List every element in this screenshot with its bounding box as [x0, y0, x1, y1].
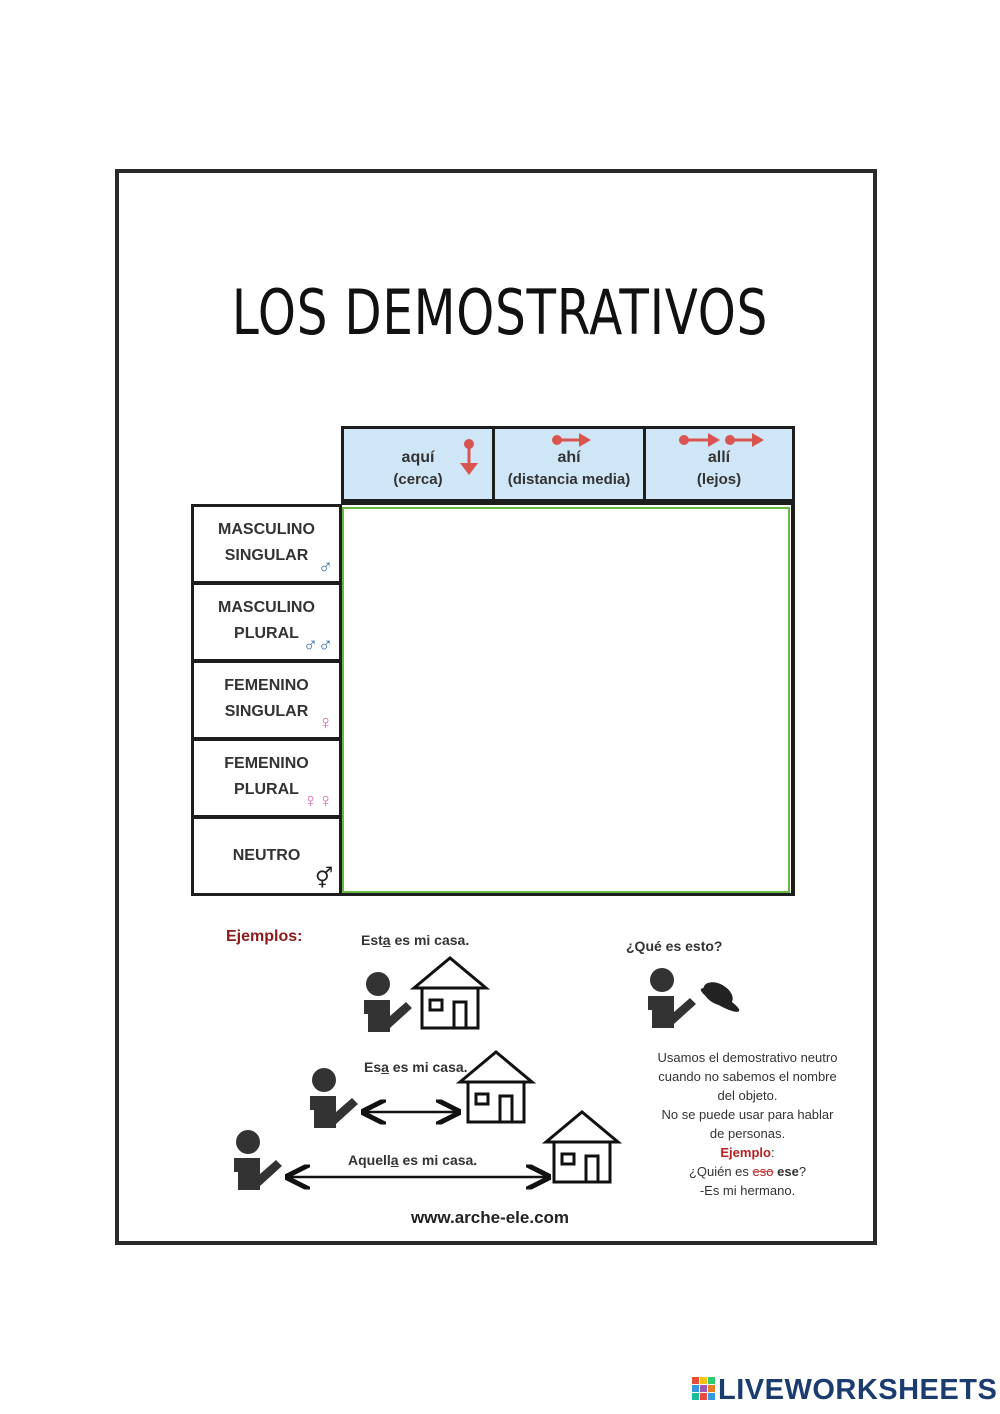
note-line: cuando no sabemos el nombre — [658, 1069, 837, 1084]
person-icon — [310, 1068, 358, 1128]
example-aquella: Aquella es mi casa. — [348, 1152, 478, 1168]
note-line: No se puede usar para hablar — [661, 1107, 834, 1122]
note-line: del objeto. — [717, 1088, 778, 1103]
note-line: de personas. — [709, 1126, 786, 1141]
person-icon — [234, 1130, 282, 1190]
note-example-answer: -Es mi hermano. — [699, 1183, 796, 1198]
column-sub: (cerca) — [393, 471, 443, 488]
row-label-line2: PLURAL — [234, 781, 299, 798]
examples-heading: Ejemplos: — [226, 928, 303, 945]
row-label-line1: NEUTRO — [232, 847, 301, 864]
house-icon — [460, 1052, 532, 1122]
row-label-line1: MASCULINO — [218, 599, 315, 616]
female-plural-icon: ♀♀ — [303, 790, 333, 812]
page-title: LOS DEMOSTRATIVOS — [231, 276, 769, 349]
house-icon — [546, 1112, 618, 1182]
neutral-usage-note — [630, 1048, 865, 1200]
website-url: www.arche-ele.com — [410, 1208, 570, 1227]
note-example-label: Ejemplo: — [720, 1145, 775, 1160]
example-esta: Esta es mi casa. — [361, 932, 470, 948]
note-line: Usamos el demostrativo neutro — [657, 1050, 838, 1065]
example-esa: Esa es mi casa. — [364, 1059, 468, 1075]
brand-liveworksheets: LIVEWORKSHEETS — [718, 1374, 998, 1406]
row-label-line2: SINGULAR — [224, 547, 309, 564]
question-que-es-esto: ¿Qué es esto? — [626, 938, 723, 954]
column-word: allí — [707, 449, 731, 466]
row-label-line2: SINGULAR — [224, 703, 309, 720]
row-label-line1: FEMENINO — [224, 677, 309, 694]
column-word: aquí — [401, 449, 435, 466]
liveworksheets-logo-icon — [692, 1377, 716, 1401]
note-example-question: ¿Quién es eso ese? — [688, 1164, 807, 1179]
column-word: ahí — [557, 449, 581, 466]
neutral-gender-icon: ⚥ — [314, 868, 333, 890]
person-with-hat-icon — [648, 968, 742, 1028]
row-label-line1: FEMENINO — [224, 755, 309, 772]
row-label-line2: PLURAL — [234, 625, 299, 642]
house-icon — [414, 958, 486, 1028]
male-icon: ♂ — [318, 556, 333, 578]
row-label-line1: MASCULINO — [218, 521, 315, 538]
column-sub: (lejos) — [696, 471, 742, 488]
column-sub: (distancia media) — [507, 471, 631, 488]
female-icon: ♀ — [318, 712, 333, 734]
person-icon — [364, 972, 412, 1032]
male-plural-icon: ♂♂ — [303, 634, 333, 656]
